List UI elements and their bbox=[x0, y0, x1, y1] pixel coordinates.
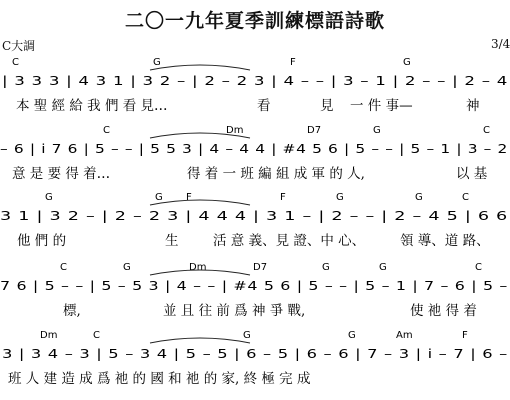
chord-symbol: Am bbox=[396, 330, 413, 341]
chord-symbol: Dm bbox=[226, 125, 244, 136]
chord-symbol: D7 bbox=[307, 125, 322, 136]
chord-symbol: G bbox=[243, 330, 251, 341]
slur bbox=[150, 200, 250, 205]
time-signature: 3/4 bbox=[491, 37, 510, 51]
lyric-text: 他 們 的 bbox=[17, 233, 67, 249]
lyric-text: 並 且 往 前 爲 神 爭 戰, bbox=[163, 303, 306, 319]
key-signature: C大調 bbox=[2, 39, 36, 53]
notation-line: 3 1 | 3 2 – | 2 – 2 3 | 4 4 4 | 3 1 – | 2 – – | 2 – 4 5 | 6 6 bbox=[0, 209, 508, 223]
lyric-text: 生 bbox=[165, 233, 179, 249]
chord-symbol: F bbox=[290, 57, 296, 68]
lyric-text: 意 是 要 得 着… bbox=[12, 166, 111, 182]
chord-symbol: C bbox=[60, 262, 67, 273]
lyric-text: 神 bbox=[466, 98, 480, 114]
lyric-text: 以 基 bbox=[456, 166, 488, 182]
chord-symbol: F bbox=[462, 330, 468, 341]
chord-symbol: C bbox=[483, 125, 490, 136]
chord-symbol: G bbox=[348, 330, 356, 341]
lyric-text: 見 bbox=[320, 98, 334, 114]
lyric-text: 活 意 義、見 證、中 心、 bbox=[213, 233, 366, 249]
notation-line: 7 6 | 5 – – | 5 – 5 3 | 4 – – | #4 5 6 | 5 – – | 5 – 1 | 7 – 6 | 5 – bbox=[0, 279, 508, 293]
lyric-text: 使 祂 得 着 bbox=[410, 303, 477, 319]
chord-symbol: G bbox=[155, 192, 163, 203]
lyric-text: 一 件 事— bbox=[350, 98, 413, 114]
chord-symbol: G bbox=[373, 125, 381, 136]
chord-symbol: G bbox=[336, 192, 344, 203]
chord-symbol: G bbox=[403, 57, 411, 68]
chord-symbol: Dm bbox=[189, 262, 207, 273]
chord-symbol: G bbox=[45, 192, 53, 203]
chord-symbol: G bbox=[415, 192, 423, 203]
lyric-text: 班 人 建 造 成 爲 祂 的 國 和 祂 的 家, 終 極 完 成 bbox=[8, 371, 311, 387]
notation-line: 3 | 3 4 – 3 | 5 – 3 4 | 5 – 5 | 6 – 5 | 6 – 6 | 7 – 3 | i – 7 | 6 – bbox=[2, 347, 508, 361]
lyric-text: 看 bbox=[257, 98, 271, 114]
lyric-text: 領 導、道 路、 bbox=[400, 233, 490, 249]
chord-symbol: Dm bbox=[40, 330, 58, 341]
chord-symbol: F bbox=[280, 192, 286, 203]
chord-symbol: C bbox=[462, 192, 469, 203]
chord-symbol: C bbox=[12, 57, 19, 68]
chord-symbol: F bbox=[186, 192, 192, 203]
slur bbox=[150, 65, 250, 70]
lyric-text: 標, bbox=[63, 303, 81, 319]
slur bbox=[150, 338, 250, 343]
lyric-text: 得 着 一 班 編 組 成 軍 的 人, bbox=[187, 166, 365, 182]
lyric-text: 本 聖 經 給 我 們 看 見… bbox=[16, 98, 168, 114]
chord-symbol: C bbox=[475, 262, 482, 273]
notation-line: – 6 | i 7 6 | 5 – – | 5 5 3 | 4 – 4 4 | #4 5 6 | 5 – – | 5 – 1 | 3 – 2 bbox=[0, 142, 508, 156]
notation-line: | 3 3 3 | 4 3 1 | 3 2 – | 2 – 2 3 | 4 – – | 3 – 1 | 2 – – | 2 – 4 bbox=[2, 74, 508, 88]
chord-symbol: G bbox=[153, 57, 161, 68]
chord-symbol: C bbox=[93, 330, 100, 341]
chord-symbol: G bbox=[379, 262, 387, 273]
page-title: 二〇一九年夏季訓練標語詩歌 bbox=[124, 10, 385, 32]
chord-symbol: G bbox=[322, 262, 330, 273]
chord-symbol: C bbox=[103, 125, 110, 136]
chord-symbol: G bbox=[123, 262, 131, 273]
chord-symbol: D7 bbox=[253, 262, 268, 273]
